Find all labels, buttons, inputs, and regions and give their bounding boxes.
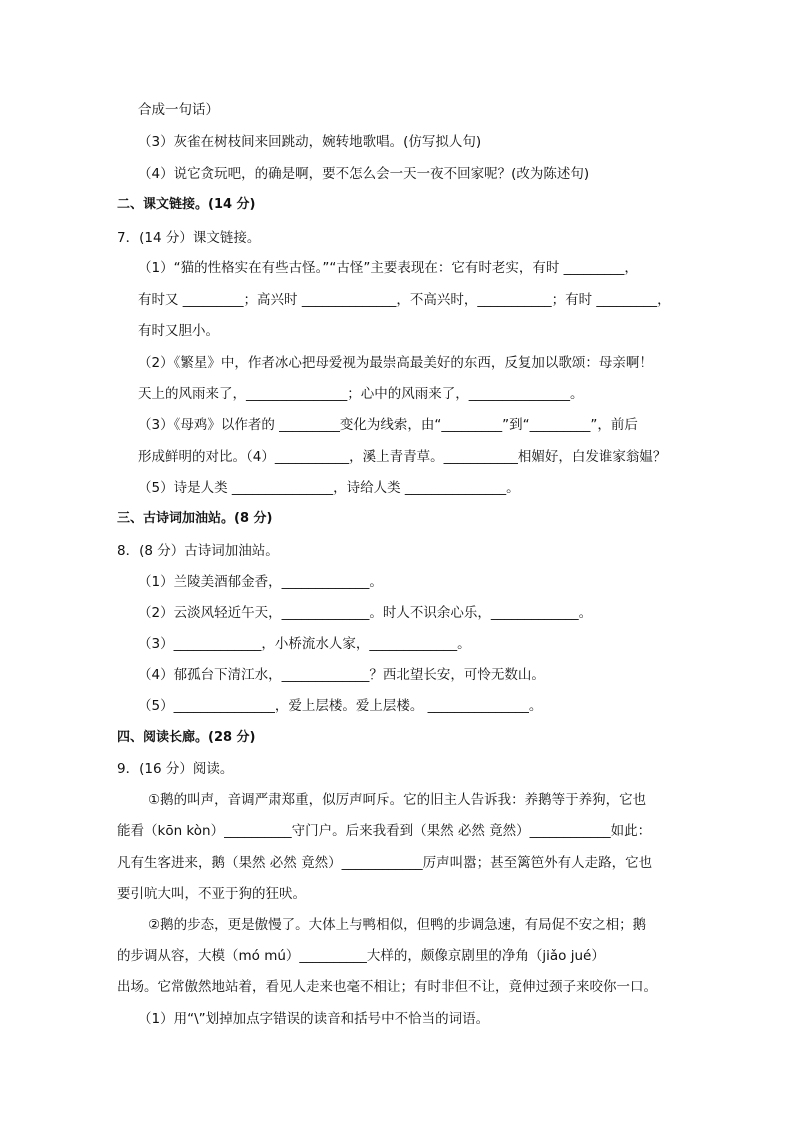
q7-item-5: （5）诗是人类 _______________，诗给人类 _______________。 [138,480,520,496]
passage-para-1-line-4: 要引吭大叫，不亚于狗的狂吠。 [117,886,306,902]
section-3-heading: 三、古诗词加油站。(8 分) [117,511,273,526]
q7-item-2-line-1: （2）《繁星》中，作者冰心把母爱视为最崇高最美好的东西，反复加以歌颂：母亲啊！ [138,355,653,371]
section-4-heading: 四、阅读长廊。(28 分) [117,730,256,745]
q8-item-3: （3）_____________，小桥流水人家，_____________。 [138,636,471,652]
q8-title: 8．(8 分）古诗词加油站。 [117,543,279,559]
passage-para-2-line-1: ②鹅的步态，更是傲慢了。大体上与鸭相似，但鸭的步调急速，有局促不安之相；鹅 [148,917,647,933]
q7-item-3-line-2: 形成鲜明的对比。（4）___________，溪上青青草。___________相媚好，白发谁家翁媪？ [138,449,667,465]
q7-title: 7．(14 分）课文链接。 [117,230,261,246]
q8-item-4: （4）郁孤台下清江水，_____________？西北望长安，可怜无数山。 [138,667,545,683]
q9-sub-1: （1）用“\”划掉加点字错误的读音和括号中不恰当的词语。 [138,1011,490,1027]
q9-title: 9．(16 分）阅读。 [117,761,234,777]
passage-para-1-line-2: 能看（kōn kòn）__________守门户。后来我看到（果然 必然 竟然）____________如此： [117,823,652,839]
section-2-heading: 二、课文链接。(14 分) [117,197,256,212]
q7-item-1-line-2: 有时又 _________；高兴时 ______________，不高兴时，___________；有时 _________， [138,292,671,308]
q7-item-1-line-3: 有时又胆小。 [138,323,219,339]
passage-para-1-line-3: 凡有生客进来，鹅（果然 必然 竟然）____________厉声叫嚣；甚至篱笆外有人走路，它也 [117,855,653,871]
q6-item-4: （4）说它贪玩吧，的确是啊，要不怎么会一天一夜不回家呢？(改为陈述句) [138,166,590,182]
q7-item-1-line-1: （1）“猫的性格实在有些古怪。”“古怪”主要表现在：它有时老实，有时 _________， [138,260,638,276]
passage-para-2-line-2: 的步调从容，大模（mó mú）__________大样的，颇像京剧里的净角（jiǎo jué） [117,948,605,964]
q7-item-3-line-1: （3）《母鸡》以作者的 _________变化为线索，由“_________”到“_________”，前后 [138,417,638,433]
q8-item-2: （2）云淡风轻近午天，_____________。时人不识余心乐，_____________。 [138,605,593,621]
q8-item-1: （1）兰陵美酒郁金香，_____________。 [138,574,383,590]
passage-para-2-line-3: 出场。它常傲然地站着，看见人走来也毫不相让；有时非但不让，竟伸过颈子来咬你一口。 [117,979,657,995]
q6-line-continuation: 合成一句话） [138,102,219,118]
passage-para-1-line-1: ①鹅的叫声，音调严肃郑重，似厉声呵斥。它的旧主人告诉我：养鹅等于养狗，它也 [148,792,647,808]
q8-item-5: （5）_______________，爱上层楼。爱上层楼。 _______________。 [138,698,543,714]
q6-item-3: （3）灰雀在树枝间来回跳动，婉转地歌唱。(仿写拟人句) [138,134,482,150]
q7-item-2-line-2: 天上的风雨来了，_______________；心中的风雨来了，_______________。 [138,386,584,402]
